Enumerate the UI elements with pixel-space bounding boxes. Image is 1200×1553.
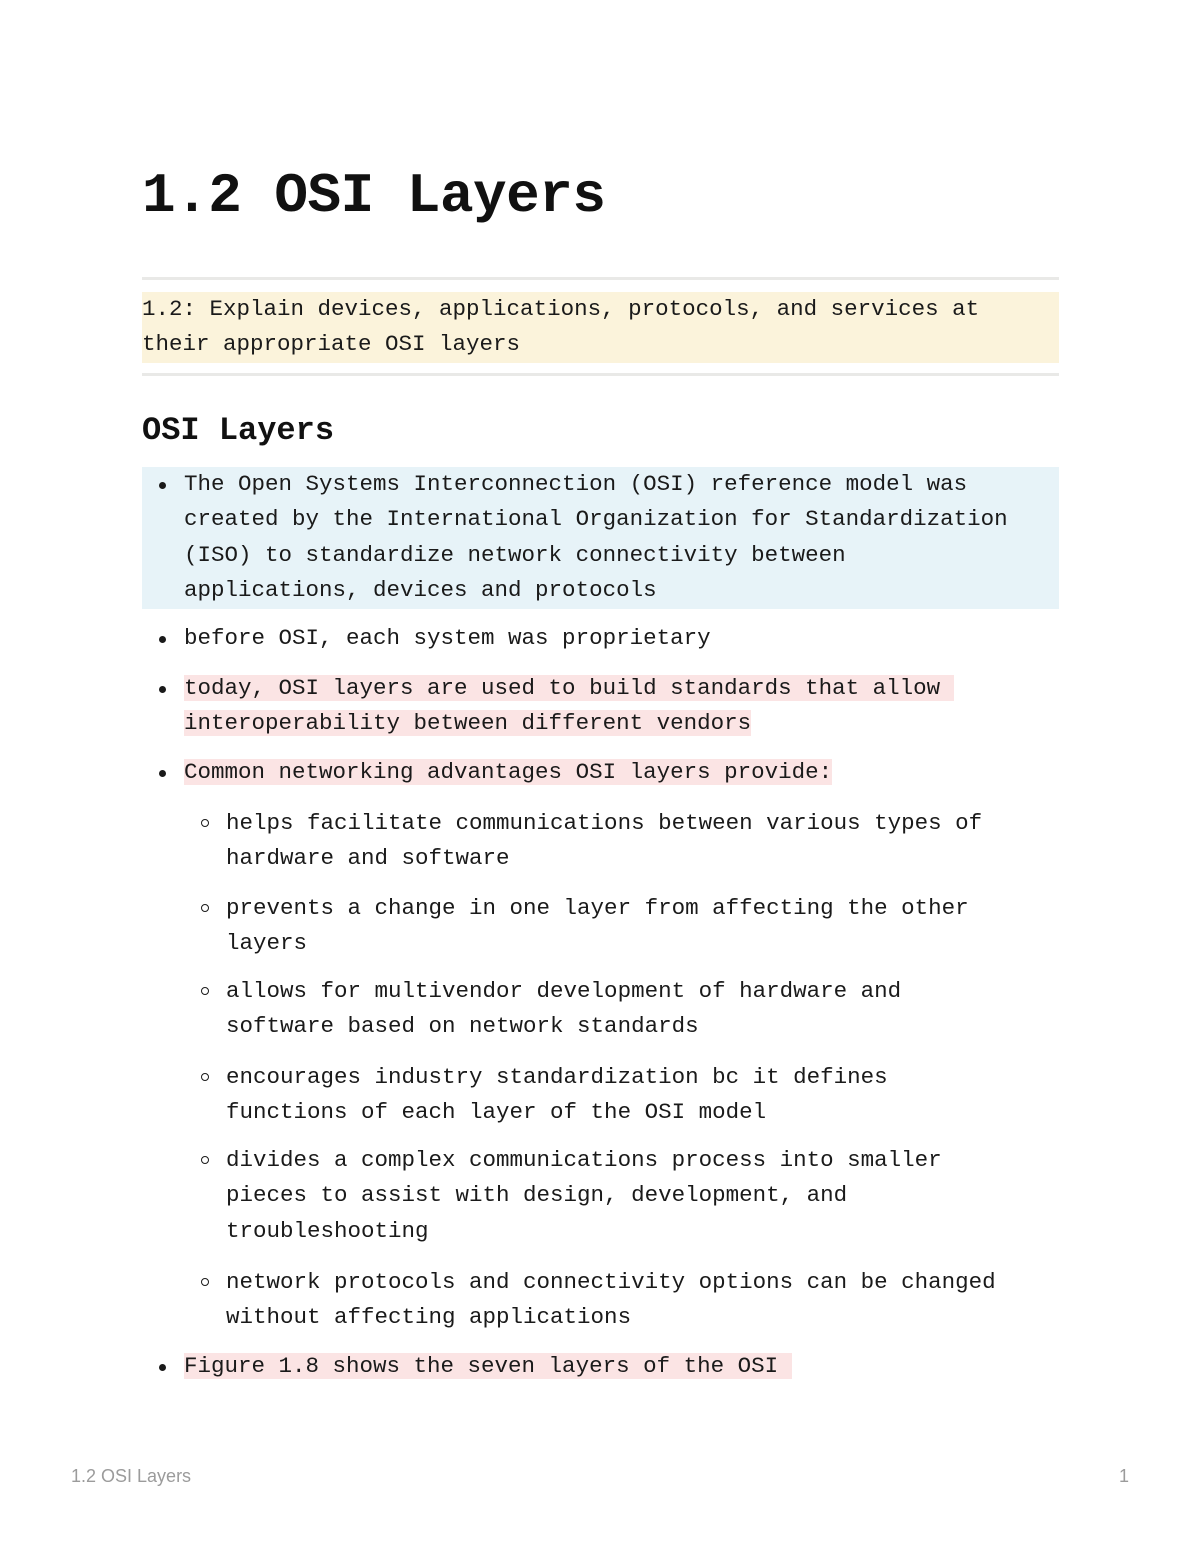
text-line: helps facilitate communications between various types of (226, 810, 983, 836)
text-line: applications, devices and protocols (184, 576, 657, 603)
text-line: encourages industry standardization bc it defines (226, 1064, 888, 1090)
hollow-bullet-icon (201, 1156, 209, 1164)
page-number: 1 (1119, 1466, 1130, 1486)
text-line: The Open Systems Interconnection (OSI) reference model was (184, 471, 968, 497)
divider-bottom (142, 373, 1059, 376)
hollow-bullet-icon (201, 819, 209, 827)
text-line: functions of each layer of the OSI model (226, 1099, 767, 1126)
hollow-bullet-icon (201, 987, 209, 995)
text-line: layers (226, 930, 308, 957)
list-item-text (184, 671, 1059, 742)
text-line: created by the International Organization for Standardization (184, 506, 1008, 533)
text-line: prevents a change in one layer from affecting the other (226, 895, 969, 921)
hollow-bullet-icon (201, 1073, 209, 1081)
text-line: network protocols and connectivity options can be changed (226, 1269, 996, 1295)
sub-list-item-text (226, 1265, 1059, 1336)
list-item-text (184, 755, 1059, 790)
hollow-bullet-icon (201, 1278, 209, 1286)
list-item-text (184, 621, 1059, 656)
highlighted-text: Common networking advantages OSI layers provide: (184, 759, 833, 785)
sub-list-item-text (226, 1060, 1059, 1131)
text-line: before OSI, each system was proprietary (184, 625, 711, 651)
objective-callout (142, 292, 1059, 363)
list-item-text (184, 1349, 1059, 1384)
bullet-icon (159, 770, 166, 777)
hollow-bullet-icon (201, 904, 209, 912)
objective-line: their appropriate OSI layers (142, 331, 521, 357)
highlighted-text: Figure 1.8 shows the seven layers of the OSI (184, 1353, 792, 1379)
highlighted-text: interoperability between different vendors (184, 710, 752, 737)
text-line: hardware and software (226, 845, 510, 872)
sub-list-item-text (226, 974, 1059, 1045)
text-line: software based on network standards (226, 1013, 699, 1040)
text-line: troubleshooting (226, 1217, 429, 1244)
sub-list-item-text (226, 1143, 1059, 1249)
highlighted-text: today, OSI layers are used to build standards that allow (184, 675, 954, 701)
section-heading: OSI Layers (142, 412, 335, 449)
text-line: (ISO) to standardize network connectivity between (184, 541, 846, 568)
sub-list-item-text (226, 891, 1059, 962)
text-line: allows for multivendor development of hardware and (226, 978, 902, 1004)
text-line: without affecting applications (226, 1304, 632, 1331)
text-line: pieces to assist with design, development, and (226, 1182, 848, 1209)
list-item-text (184, 467, 1059, 608)
bullet-icon (159, 482, 166, 489)
bullet-icon (159, 1364, 166, 1371)
footer-title: 1.2 OSI Layers (71, 1466, 192, 1486)
page-title: 1.2 OSI Layers (142, 164, 606, 228)
bullet-icon (159, 636, 166, 643)
bullet-icon (159, 686, 166, 693)
text-line: divides a complex communications process into smaller (226, 1147, 942, 1173)
sub-list-item-text (226, 806, 1059, 877)
divider-top (142, 277, 1059, 280)
objective-line: 1.2: Explain devices, applications, protocols, and services at (142, 296, 980, 322)
